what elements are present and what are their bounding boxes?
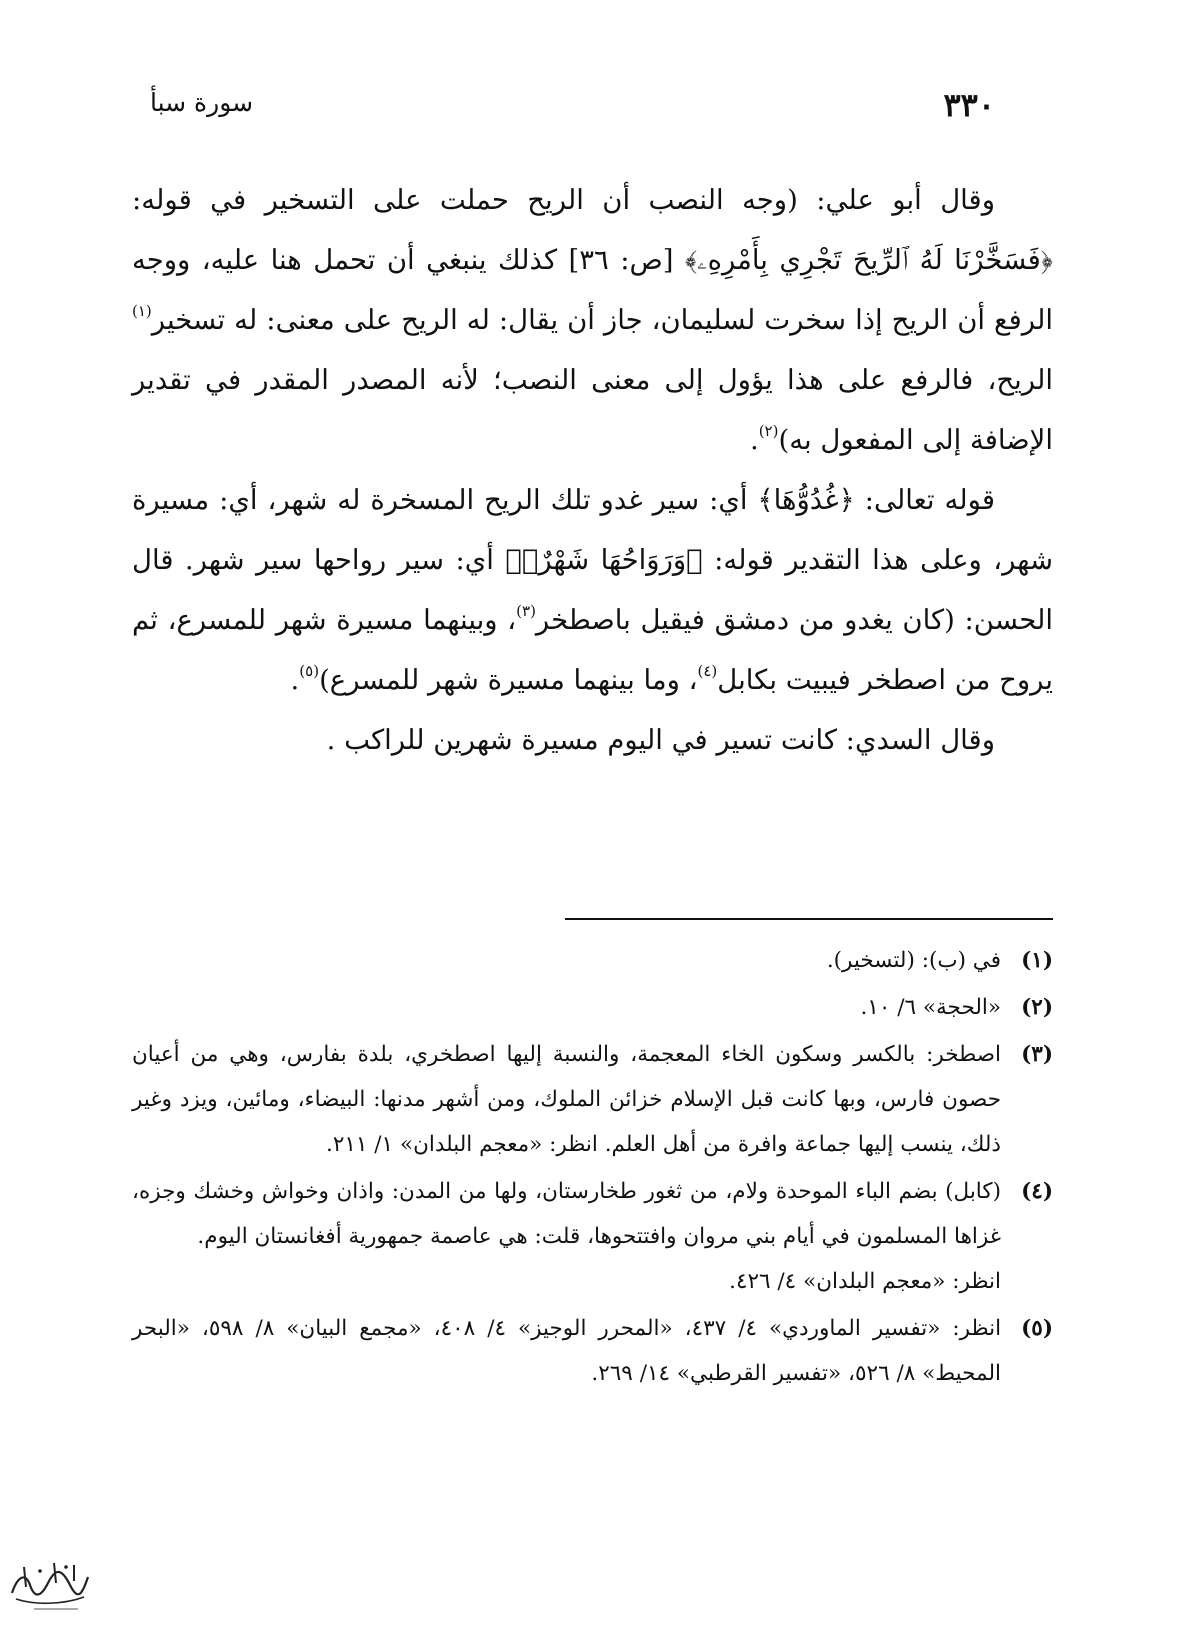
page-header bbox=[150, 86, 995, 130]
footnote-4 bbox=[132, 1169, 1053, 1304]
footnote-5 bbox=[132, 1306, 1053, 1396]
quran-verse: ﴿فَسَخَّرْنَا لَهُ ٱلرِّيحَ تَجْرِي بِأَمْرِهِۦ﴾ bbox=[684, 244, 1053, 276]
library-stamp-logo bbox=[4, 1555, 92, 1615]
text-run: قوله تعالى: bbox=[854, 484, 995, 516]
paragraph-suddi: وقال السدي: كانت تسير في اليوم مسيرة شهرين للراكب . bbox=[326, 724, 995, 756]
footnote-number: (٥) bbox=[1021, 1316, 1053, 1341]
footnote-3 bbox=[132, 1032, 1053, 1167]
footnote-number: (٤) bbox=[1021, 1179, 1053, 1204]
footnote-ref-4: (٤) bbox=[697, 662, 718, 680]
footnote-text: انظر: «تفسير الماوردي» ٤/ ٤٣٧، «المحرر الوجيز» ٤/ ٤٠٨، «مجمع البيان» ٨/ ٥٩٨، «البحر المحيط» ٨/ ٥٢٦، «تفسير القرطبي» ١٤/ ٢٦٩. bbox=[132, 1316, 1002, 1386]
text-run: وقال أبو علي: (وجه النصب أن الريح حملت على التسخير في قوله: bbox=[132, 184, 995, 216]
surah-title: سورة سبأ bbox=[150, 88, 254, 117]
text-run: [ص: ٣٦] كذلك ينبغي أن تحمل هنا عليه، ووجه الرفع أن الريح إذا سخرت لسليمان، جاز أن يقال: له الريح على معنى: له تسخير bbox=[132, 244, 1053, 336]
footnote-2 bbox=[132, 985, 1053, 1030]
footnote-1 bbox=[132, 938, 1053, 983]
footnote-number: (١) bbox=[1021, 948, 1053, 973]
footnote-text: اصطخر: بالكسر وسكون الخاء المعجمة، والنسبة إليها اصطخري، بلدة بفارس، وهي من أعيان حصون فارس، وبها كانت قبل الإسلام خزائن الملوك، ومن أشهر مدنها: البيضاء، ومائين، ويزد وغير ذلك، ينسب إليها جماعة وافرة من أهل العلم. انظر: «معجم البلدان» ١/ ٢١١. bbox=[132, 1042, 1001, 1157]
footnote-text: انظر: «معجم البلدان» ٤/ ٤٢٦. bbox=[729, 1269, 1001, 1294]
footnote-ref-2: (٢) bbox=[758, 422, 779, 440]
quran-verse: ﴿غُدُوُّهَا﴾ bbox=[757, 484, 855, 516]
calligraphy-stamp-icon bbox=[4, 1555, 92, 1615]
text-run: أي: سير رواحها سير شهر. قال الحسن: (كان يغدو من دمشق فيقيل باصطخر bbox=[132, 544, 1053, 636]
footnote-text: «الحجة» ٦/ ١٠. bbox=[860, 995, 1001, 1020]
page-number: ٣٣٠ bbox=[943, 86, 995, 124]
footnote-divider bbox=[565, 918, 1053, 920]
text-run: أي: سير غدو تلك الريح المسخرة له شهر، أي: مسيرة شهر، وعلى هذا التقدير قوله: bbox=[132, 484, 1053, 576]
text-run: ، وبينهما مسيرة شهر للمسرع، ثم يروح من اصطخر فيبيت بكابل bbox=[132, 604, 1053, 696]
footnote-number: (٣) bbox=[1021, 1042, 1053, 1067]
footnote-ref-3: (٣) bbox=[516, 602, 536, 620]
footnote-ref-1: (١) bbox=[132, 302, 152, 320]
main-text bbox=[132, 170, 1053, 770]
paragraph-ghuduwwuha bbox=[132, 470, 1053, 710]
text-run: ، وما بينهما مسيرة شهر للمسرع) bbox=[319, 664, 698, 696]
paragraph-abu-ali bbox=[132, 170, 1053, 470]
text-run: . bbox=[290, 664, 300, 696]
text-run: الريح، فالرفع على هذا يؤول إلى معنى النصب؛ لأنه المصدر المقدر في تقدير الإضافة إلى المفعول به) bbox=[132, 364, 1053, 456]
footnote-text: في (ب): (لتسخير). bbox=[826, 948, 1001, 973]
footnote-text: (كابل) بضم الباء الموحدة ولام، من ثغور طخارستان، ولها من المدن: واذان وخواش وخشك وجزه، غزاها المسلمون في أيام بني مروان وافتتحوها، قلت: هي عاصمة جمهورية أفغانستان اليوم. bbox=[132, 1179, 1001, 1249]
footnotes bbox=[132, 938, 1053, 1396]
footnote-ref-5: (٥) bbox=[299, 662, 320, 680]
footnote-number: (٢) bbox=[1021, 995, 1053, 1020]
text-run: . bbox=[749, 424, 759, 456]
quran-verse: ﴿وَرَوَاحُهَا شَهْرٌۖ﴾ bbox=[505, 544, 703, 576]
